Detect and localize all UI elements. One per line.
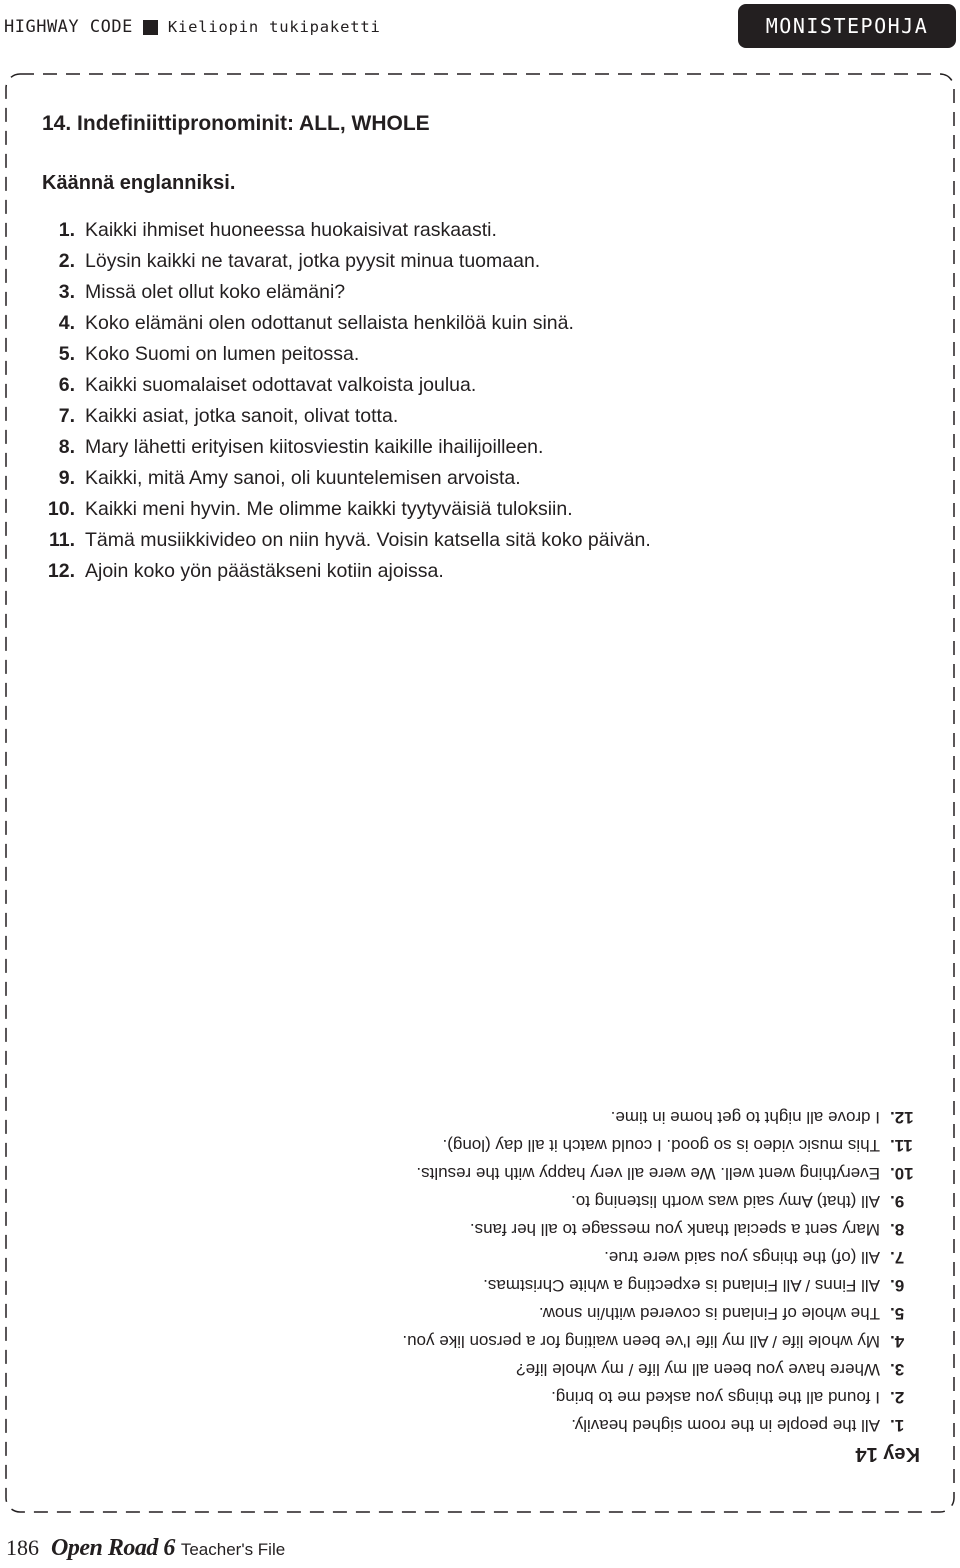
item-text: Missä olet ollut koko elämäni? — [85, 281, 346, 303]
item-text: Löysin kaikki ne tavarat, jotka pyysit minua tuomaan. — [85, 250, 541, 272]
item-text: Kaikki asiat, jotka sanoit, olivat totta. — [85, 405, 399, 427]
item-number: 5. — [58, 343, 75, 365]
item-number: 11. — [48, 529, 75, 551]
item-number: 6. — [58, 374, 75, 396]
list-item — [270, 1355, 920, 1383]
item-text: I drove all night to get home in time. — [610, 1108, 880, 1127]
item-text: My whole life / All my life I've been waiting for a person like you. — [402, 1332, 880, 1351]
answer-key-upside-down — [270, 1103, 920, 1469]
series-name: HIGHWAY CODE — [4, 17, 133, 37]
list-item — [40, 525, 651, 556]
item-text: Koko Suomi on lumen peitossa. — [85, 343, 360, 365]
item-text: Mary sent a special thank you message to all her fans. — [469, 1220, 880, 1239]
list-item — [270, 1299, 920, 1327]
item-text: Kaikki ihmiset huoneessa huokaisivat raskaasti. — [85, 219, 497, 241]
list-item — [40, 401, 651, 432]
list-item — [40, 246, 651, 277]
item-number: 4. — [890, 1332, 905, 1351]
list-item — [270, 1187, 920, 1215]
item-text: All (that) Amy said was worth listening to. — [571, 1192, 880, 1211]
list-item — [40, 370, 651, 401]
list-item — [270, 1243, 920, 1271]
footer-label: Teacher's File — [180, 1540, 286, 1559]
page-footer — [6, 1535, 285, 1562]
answer-key-list — [270, 1103, 920, 1439]
answer-key-title: Key 14 — [855, 1443, 920, 1465]
list-item — [40, 494, 651, 525]
list-item — [270, 1103, 920, 1131]
item-number: 9. — [58, 467, 75, 489]
item-number: 8. — [58, 436, 75, 458]
series-subtitle: Kieliopin tukipaketti — [167, 18, 381, 36]
list-item — [40, 215, 651, 246]
item-number: 7. — [890, 1248, 905, 1267]
item-number: 2. — [890, 1388, 905, 1407]
item-text: This music video is so good. I could watch it all day (long). — [442, 1136, 880, 1155]
exercise-title: 14. Indefiniittipronominit: ALL, WHOLE — [42, 112, 430, 135]
item-text: Tämä musiikkivideo on niin hyvä. Voisin katsella sitä koko päivän. — [85, 529, 651, 551]
list-item — [270, 1271, 920, 1299]
list-item — [40, 463, 651, 494]
list-item — [270, 1159, 920, 1187]
list-item — [40, 277, 651, 308]
item-text: I found all the things you asked me to bring. — [551, 1388, 880, 1407]
item-number: 7. — [58, 405, 75, 427]
item-number: 8. — [890, 1220, 905, 1239]
list-item — [40, 432, 651, 463]
square-separator-icon — [143, 20, 158, 35]
item-number: 3. — [58, 281, 75, 303]
exercise-list — [40, 215, 651, 587]
list-item — [40, 308, 651, 339]
item-number: 9. — [890, 1192, 905, 1211]
list-item — [270, 1383, 920, 1411]
list-item — [270, 1215, 920, 1243]
item-text: Where have you been all my life / my whole life? — [516, 1360, 880, 1379]
page-header — [4, 17, 381, 37]
brand-logo: Open Road 6 — [51, 1535, 175, 1561]
list-item — [270, 1411, 920, 1439]
item-number: 10. — [47, 498, 75, 520]
item-number: 4. — [58, 312, 75, 334]
list-item — [270, 1327, 920, 1355]
worksheet-badge: MONISTEPOHJA — [738, 4, 956, 48]
list-item — [40, 556, 651, 587]
item-text: Kaikki suomalaiset odottavat valkoista joulua. — [85, 374, 477, 396]
item-number: 1. — [890, 1416, 905, 1435]
item-text: Everything went well. We were all very happy with the results. — [416, 1164, 880, 1183]
item-text: The whole of Finland is covered with/in snow. — [538, 1304, 880, 1323]
item-text: All (of) the things you said were true. — [604, 1248, 880, 1267]
item-text: All Finns / All Finland is expecting a white Christmas. — [483, 1276, 880, 1295]
item-text: Kaikki, mitä Amy sanoi, oli kuuntelemisen arvoista. — [85, 467, 521, 489]
item-number: 3. — [890, 1360, 905, 1379]
item-number: 10. — [890, 1164, 914, 1183]
item-number: 2. — [58, 250, 75, 272]
item-text: Koko elämäni olen odottanut sellaista henkilöä kuin sinä. — [85, 312, 574, 334]
item-number: 11. — [890, 1136, 913, 1155]
item-number: 1. — [58, 219, 75, 241]
item-text: Ajoin koko yön päästäkseni kotiin ajoissa. — [85, 560, 444, 582]
item-number: 5. — [890, 1304, 905, 1323]
item-number: 12. — [890, 1108, 914, 1127]
list-item — [270, 1131, 920, 1159]
item-text: Kaikki meni hyvin. Me olimme kaikki tyytyväisiä tuloksiin. — [85, 498, 573, 520]
item-text: All the people in the room sighed heavily. — [571, 1416, 880, 1435]
list-item — [40, 339, 651, 370]
item-number: 12. — [47, 560, 75, 582]
item-number: 6. — [890, 1276, 905, 1295]
exercise-instruction: Käännä englanniksi. — [42, 172, 236, 194]
page-number: 186 — [6, 1535, 39, 1560]
item-text: Mary lähetti erityisen kiitosviestin kaikille ihailijoilleen. — [85, 436, 544, 458]
